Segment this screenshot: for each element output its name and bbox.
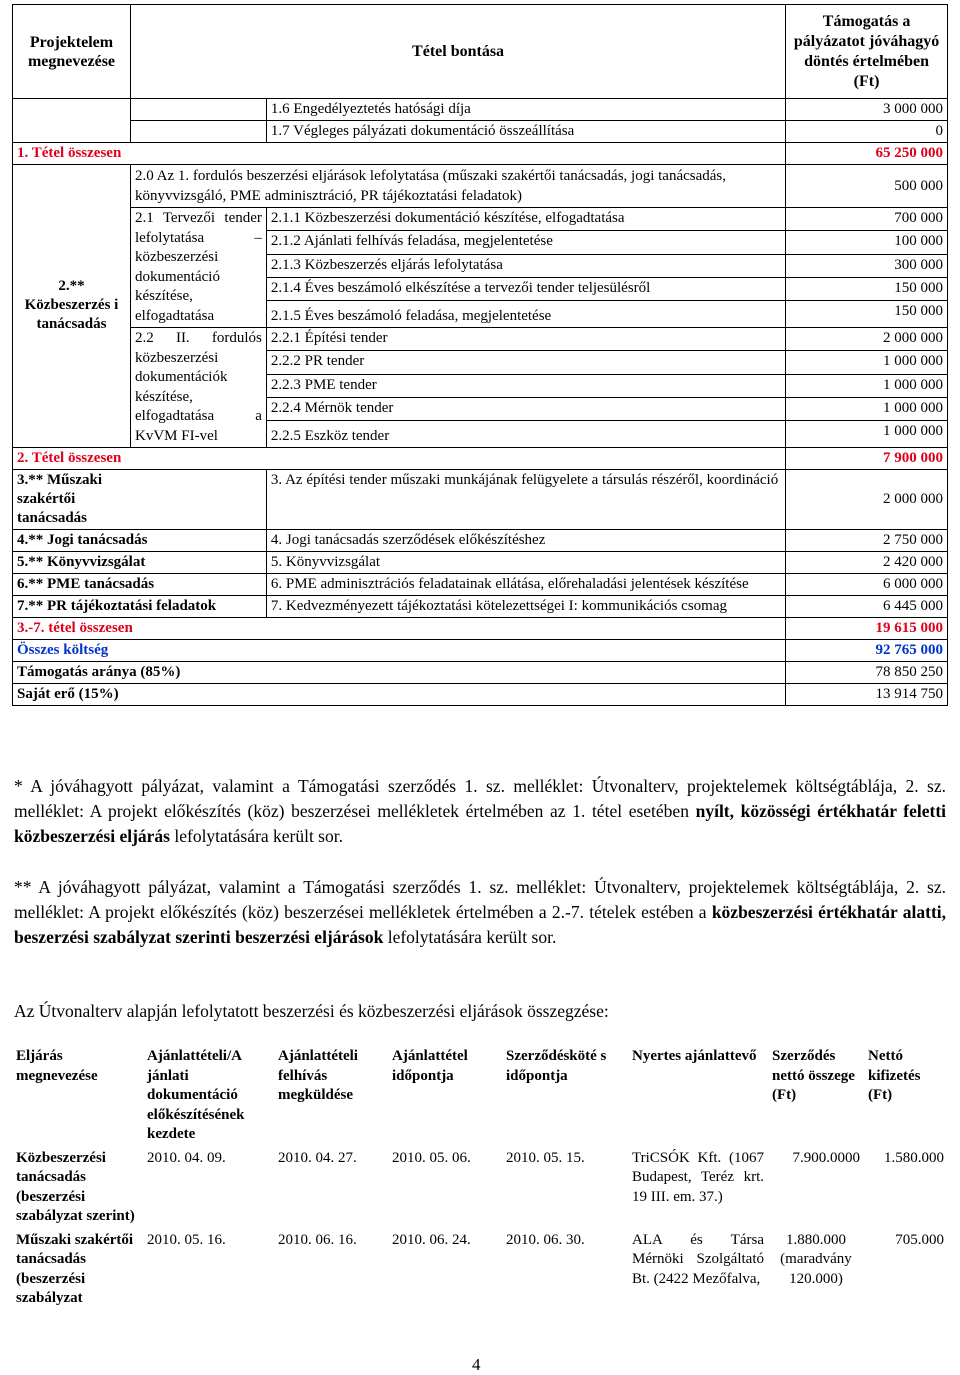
contract-date: 2010. 05. 15. [506, 1149, 585, 1166]
contract-net: 7.900.0000 [792, 1149, 860, 1166]
winner: ALA és Társa Mérnöki Szolgáltató Bt. (2422 Mezőfalva, [632, 1231, 764, 1287]
amount-2-1-2: 100 000 [786, 231, 948, 254]
header-contract-net: Szerződés nettó összege (Ft) [772, 1048, 855, 1103]
header-net-payment: Nettó kifizetés (Ft) [868, 1048, 921, 1103]
amount-2-1-3: 300 000 [786, 254, 948, 277]
total-cost-amount: 92 765 000 [786, 640, 948, 662]
amount-2-1-4: 150 000 [786, 277, 948, 300]
item-2-1-4: 2.1.4 Éves beszámoló elkészítése a tervezői tender teljesülésről [266, 277, 785, 300]
note-double-star: ** A jóváhagyott pályázat, valamint a Támogatási szerződés 1. sz. melléklet: Útvonalterv, projektelemek költségtáblája, 2. sz. melléklet: A projekt előkészítés (köz) beszerzései mellékletek értelmében a 2.-7. tételek estében a közbeszerzési értékhatár alatti, beszerzési szabályzat szerinti beszerzési eljárások lefolytatására került sor. [14, 877, 947, 947]
header-support-amount: Támogatás a pályázatot jóváhagyó döntés értelmében (Ft) [786, 5, 948, 99]
sum-3-7-label: 3.-7. tétel összesen [13, 618, 786, 640]
header-invitation-sent: Ajánlattételi felhívás megküldése [278, 1048, 358, 1103]
item-2-1-2: 2.1.2 Ajánlati felhívás feladása, megjelentetése [266, 231, 785, 254]
item-7: 7. Kedvezményezett tájékoztatási kötelezettségei I: kommunikációs csomag [266, 596, 785, 618]
item-2-2-5: 2.2.5 Eszköz tender [266, 421, 785, 448]
amount-4: 2 750 000 [786, 530, 948, 552]
contract-date: 2010. 06. 30. [506, 1231, 585, 1248]
project-2: 2.** Közbeszerzés i tanácsadás [13, 165, 131, 448]
support-ratio-amount: 78 850 250 [786, 662, 948, 684]
sum-1-label: 1. Tétel összesen [13, 143, 786, 165]
amount-2-0: 500 000 [786, 165, 948, 208]
sum-2-amount: 7 900 000 [786, 448, 948, 470]
amount-2-2-4: 1 000 000 [786, 397, 948, 420]
header-winner: Nyertes ajánlattevő [632, 1048, 757, 1064]
sub-2-1: 2.1 Tervezői tender lefolytatása – közbeszerzési dokumentáció készítése, elfogadtatása [130, 208, 266, 328]
item-5: 5. Könyvvizsgálat [266, 552, 785, 574]
amount-1-7: 0 [786, 121, 948, 143]
project-7: 7.** PR tájékoztatási feladatok [13, 596, 267, 618]
header-prep-start: Ajánlattételi/A jánlati dokumentáció előkészítésének kezdete [147, 1048, 245, 1142]
amount-7: 6 445 000 [786, 596, 948, 618]
table-row [12, 1147, 948, 1229]
item-4: 4. Jogi tanácsadás szerződések előkészítéshez [266, 530, 785, 552]
prep-start: 2010. 05. 16. [147, 1231, 226, 1248]
header-item-breakdown: Tétel bontása [130, 5, 785, 99]
project-4: 4.** Jogi tanácsadás [13, 530, 267, 552]
cost-table [12, 4, 948, 706]
item-2-0: 2.0 Az 1. fordulós beszerzési eljárások lefolytatása (műszaki szakértői tanácsadás, jogi tanácsadás, könyvvizsgáló, PME adminisztráció, PR tájékoztatási feladatok) [130, 165, 785, 208]
amount-3: 2 000 000 [786, 470, 948, 530]
net-payment: 1.580.000 [884, 1149, 944, 1166]
procedure-name: Közbeszerzési tanácsadás (beszerzési szabályzat szerint) [16, 1149, 135, 1224]
header-bid-date: Ajánlattétel időpontja [392, 1048, 468, 1084]
amount-2-2-2: 1 000 000 [786, 351, 948, 374]
procedure-name: Műszaki szakértői tanácsadás (beszerzési szabályzat [16, 1231, 134, 1306]
item-3: 3. Az építési tender műszaki munkájának felügyelete a társulás részéről, koordináció [266, 470, 785, 530]
item-2-2-3: 2.2.3 PME tender [266, 374, 785, 397]
sum-1-amount: 65 250 000 [786, 143, 948, 165]
invitation-sent: 2010. 06. 16. [278, 1231, 357, 1248]
support-ratio-label: Támogatás aránya (85%) [13, 662, 786, 684]
prep-start: 2010. 04. 09. [147, 1149, 226, 1166]
note-single-star: * A jóváhagyott pályázat, valamint a Támogatási szerződés 1. sz. melléklet: Útvonalterv, projektelemek költségtáblája, 2. sz. melléklet: A projekt előkészítés (köz) beszerzései mellékletek értelmében az 1. tétel esetében nyílt, közösségi értékhatár feletti közbeszerzési eljárás lefolytatására került sor. [14, 776, 947, 846]
amount-1-6: 3 000 000 [786, 99, 948, 121]
amount-6: 6 000 000 [786, 574, 948, 596]
sum-2-label: 2. Tétel összesen [13, 448, 786, 470]
summary-intro: Az Útvonalterv alapján lefolytatott beszerzési és közbeszerzési eljárások összegzése: [14, 1001, 609, 1021]
item-2-1-1: 2.1.1 Közbeszerzési dokumentáció készítése, elfogadtatása [266, 208, 785, 231]
bid-date: 2010. 05. 06. [392, 1149, 471, 1166]
project-6: 6.** PME tanácsadás [13, 574, 267, 596]
project-3: 3.** Műszaki szakértői tanácsadás [13, 470, 267, 530]
header-project-element: Projektelem megnevezése [13, 5, 131, 99]
item-2-2-2: 2.2.2 PR tender [266, 351, 785, 374]
amount-2-2-3: 1 000 000 [786, 374, 948, 397]
item-2-1-3: 2.1.3 Közbeszerzés eljárás lefolytatása [266, 254, 785, 277]
table-row [12, 1229, 948, 1311]
amount-2-2-5: 1 000 000 [786, 421, 948, 448]
total-cost-label: Összes költség [13, 640, 786, 662]
contract-net: 1.880.000 (maradvány 120.000) [780, 1231, 852, 1287]
sum-3-7-amount: 19 615 000 [786, 618, 948, 640]
header-contract-date: Szerződésköté s időpontja [506, 1048, 607, 1084]
bid-date: 2010. 06. 24. [392, 1231, 471, 1248]
net-payment: 705.000 [895, 1231, 944, 1248]
item-1-7: 1.7 Végleges pályázati dokumentáció összeállítása [266, 121, 785, 143]
amount-2-1-5: 150 000 [786, 301, 948, 328]
sub-2-2: 2.2 II. fordulós közbeszerzési dokumentációk készítése, elfogadtatása a KvVM FI-vel [130, 328, 266, 448]
winner: TriCSÓK Kft. (1067 Budapest, Teréz krt. 19 III. em. 37.) [632, 1149, 764, 1205]
item-1-6: 1.6 Engedélyeztetés hatósági díja [266, 99, 785, 121]
item-2-1-5: 2.1.5 Éves beszámoló feladása, megjelentetése [266, 301, 785, 328]
invitation-sent: 2010. 04. 27. [278, 1149, 357, 1166]
amount-5: 2 420 000 [786, 552, 948, 574]
amount-2-1-1: 700 000 [786, 208, 948, 231]
item-2-2-1: 2.2.1 Építési tender [266, 328, 785, 351]
item-2-2-4: 2.2.4 Mérnök tender [266, 397, 785, 420]
own-share-amount: 13 914 750 [786, 684, 948, 706]
header-procedure-name: Eljárás megnevezése [16, 1048, 98, 1084]
item-6: 6. PME adminisztrációs feladatainak ellátása, előrehaladási jelentések készítése [266, 574, 785, 596]
project-5: 5.** Könyvvizsgálat [13, 552, 267, 574]
procedures-table [12, 1045, 948, 1311]
amount-2-2-1: 2 000 000 [786, 328, 948, 351]
own-share-label: Saját erő (15%) [13, 684, 786, 706]
page-number: 4 [472, 1355, 481, 1374]
